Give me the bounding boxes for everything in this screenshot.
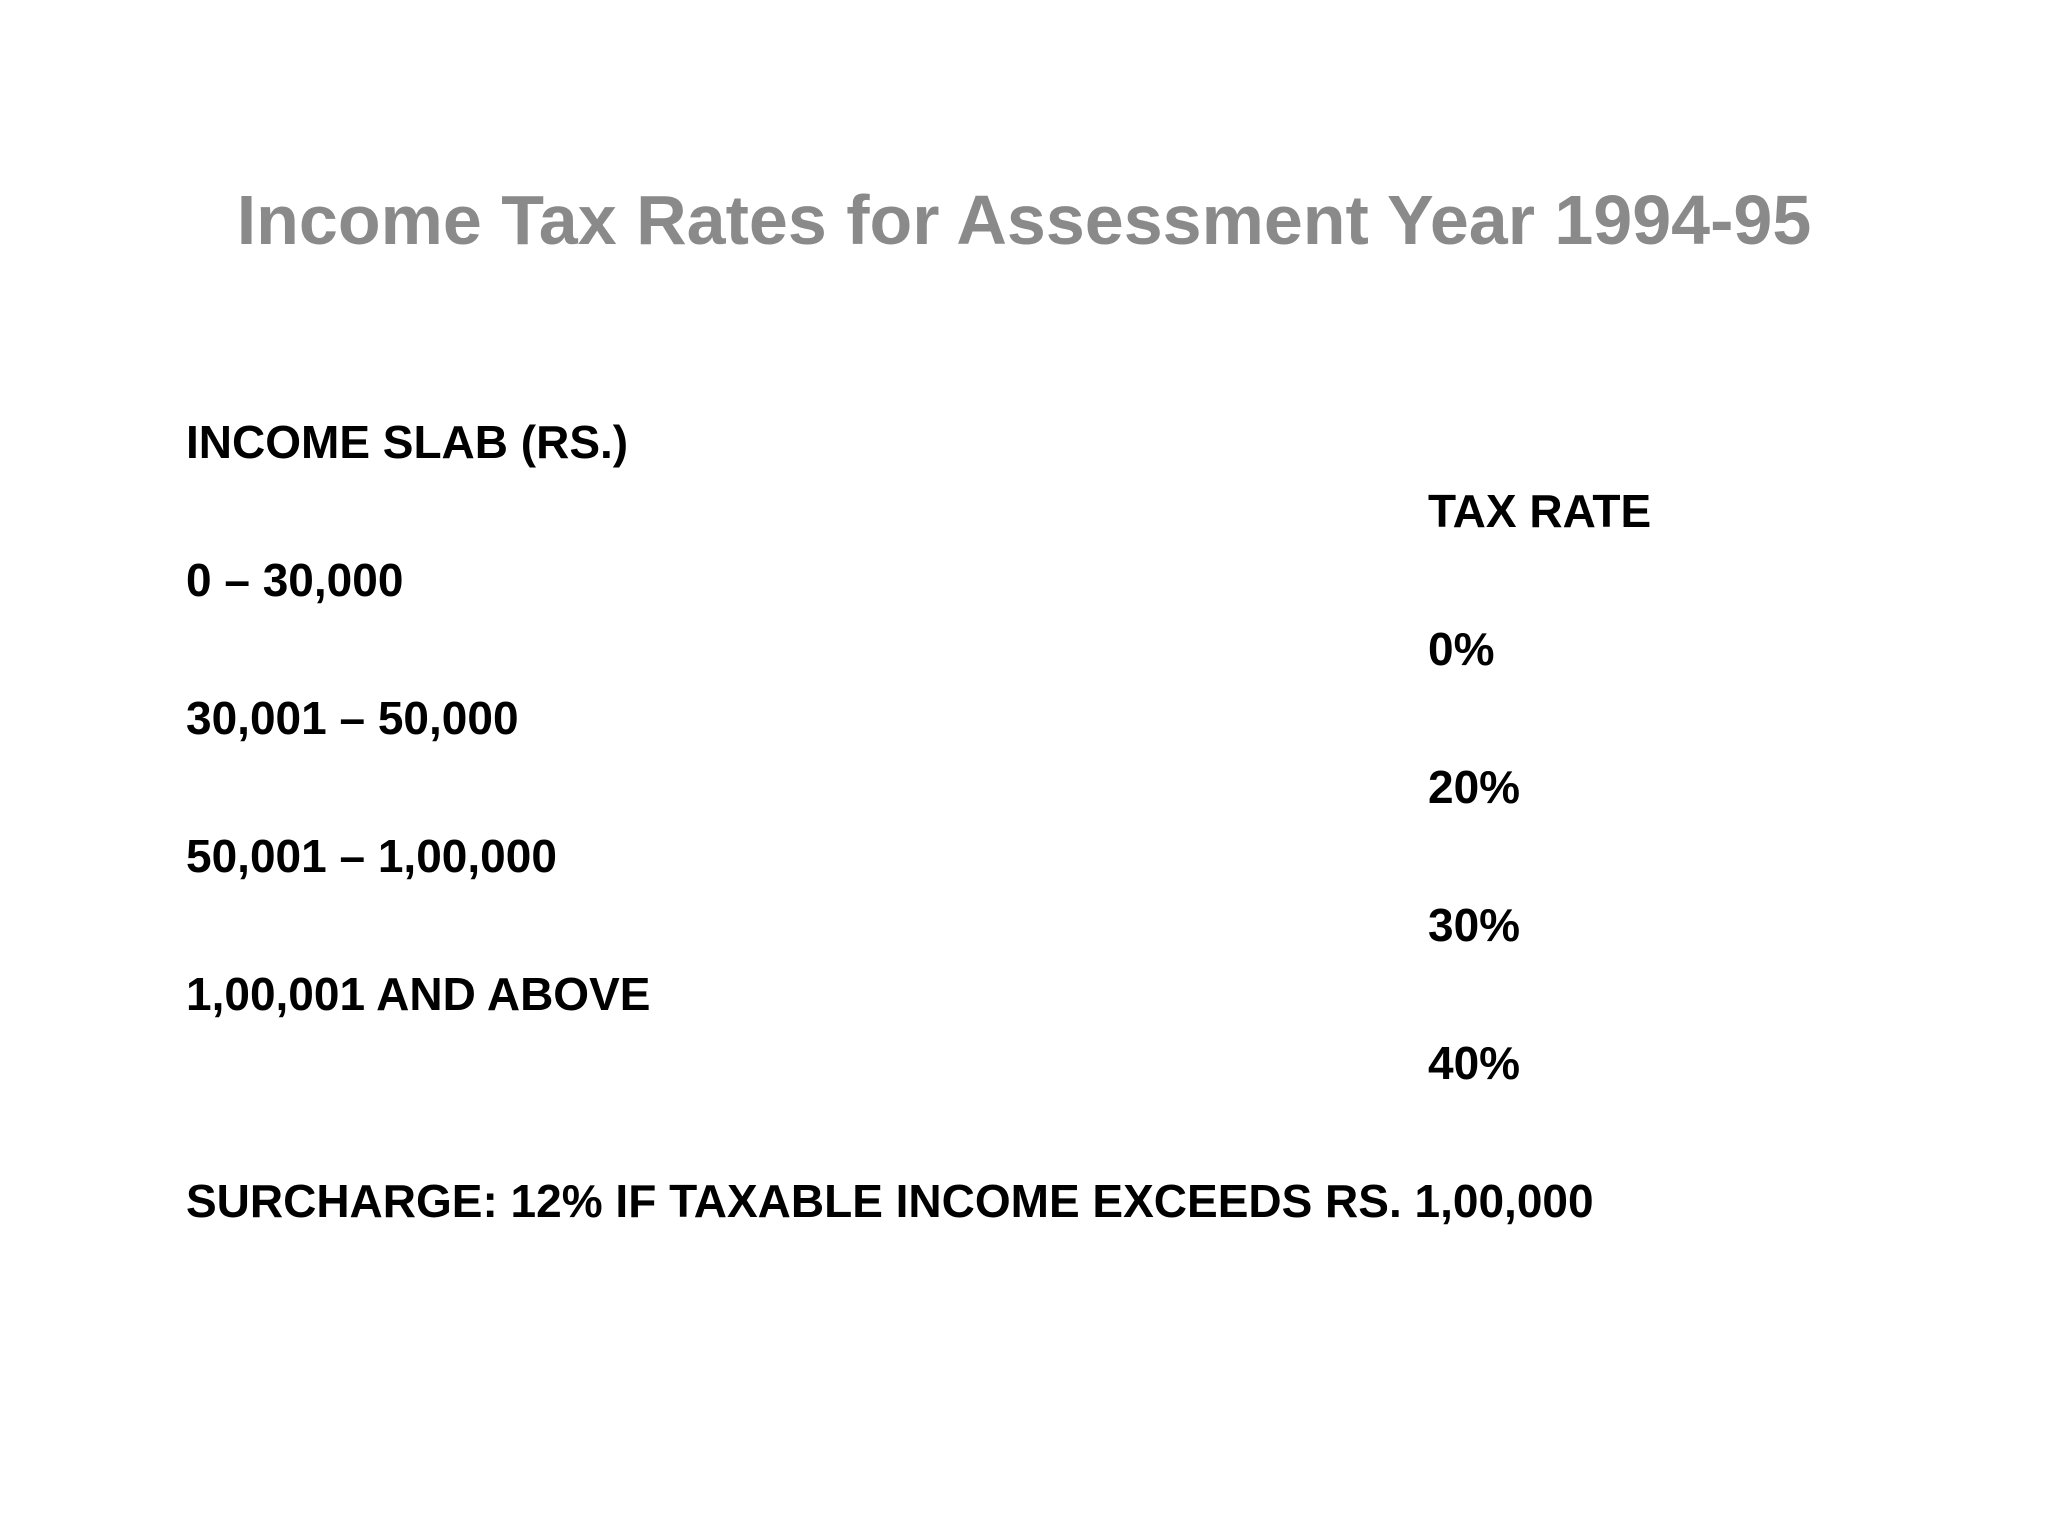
rate-row-2: 20%	[1428, 761, 1521, 813]
slab-row-1: 0 – 30,000	[186, 554, 404, 606]
slab-row-3: 50,001 – 1,00,000	[186, 830, 557, 882]
surcharge-note: SURCHARGE: 12% IF TAXABLE INCOME EXCEEDS RS. 1,00,000	[186, 1175, 1594, 1227]
slide-title: Income Tax Rates for Assessment Year 1994-95	[236, 181, 1812, 259]
slab-row-2: 30,001 – 50,000	[186, 692, 519, 744]
rate-row-4: 40%	[1428, 1037, 1521, 1089]
slab-row-4: 1,00,001 AND ABOVE	[186, 968, 651, 1020]
tax-rate-header: TAX RATE	[1428, 485, 1652, 537]
rate-row-1: 0%	[1428, 623, 1495, 675]
income-slab-header: INCOME SLAB (RS.)	[186, 416, 629, 468]
rate-row-3: 30%	[1428, 899, 1521, 951]
